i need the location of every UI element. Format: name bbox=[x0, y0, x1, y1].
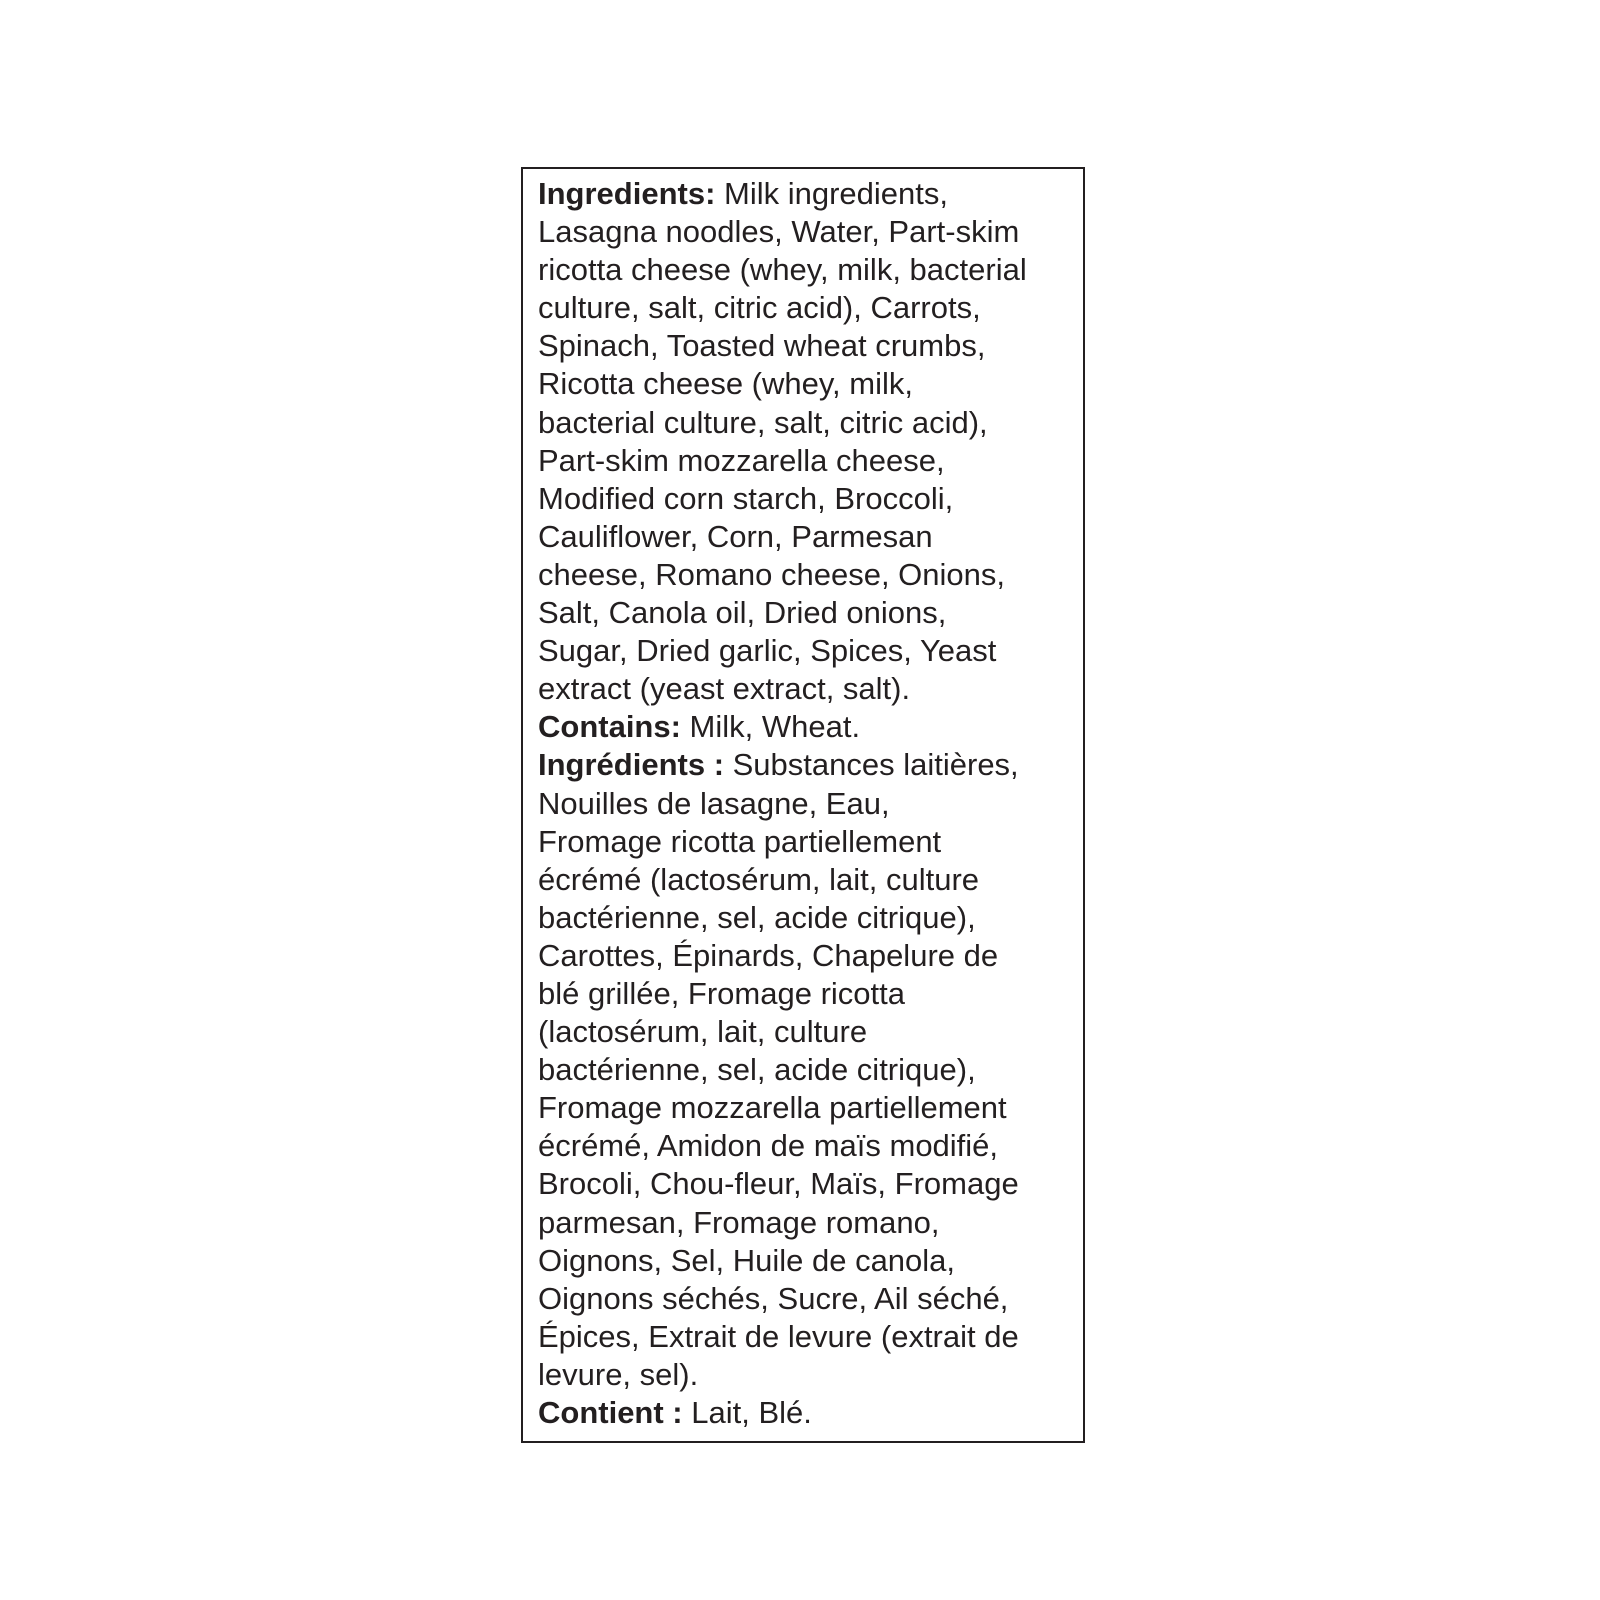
line-text: levure, sel). bbox=[538, 1356, 699, 1392]
line-text: culture, salt, citric acid), Carrots, bbox=[538, 290, 981, 326]
line-heading: Ingredients: bbox=[538, 176, 716, 211]
line-text: Salt, Canola oil, Dried onions, bbox=[538, 595, 947, 631]
line-text: Ricotta cheese (whey, milk, bbox=[538, 366, 913, 402]
line-text: bactérienne, sel, acide citrique), bbox=[538, 1052, 976, 1088]
line-text: Substances laitières, bbox=[724, 747, 1019, 783]
label-line bbox=[538, 975, 1027, 1013]
line-text: Lasagna noodles, Water, Part-skim bbox=[538, 214, 1020, 250]
label-line bbox=[538, 899, 1027, 937]
line-text: Sugar, Dried garlic, Spices, Yeast bbox=[538, 633, 997, 669]
line-heading: Contient : bbox=[538, 1395, 683, 1430]
label-line bbox=[538, 1089, 1027, 1127]
line-text: Fromage mozzarella partiellement bbox=[538, 1090, 1007, 1126]
label-line bbox=[538, 1013, 1027, 1051]
label-line bbox=[538, 785, 1027, 823]
line-text: bacterial culture, salt, citric acid), bbox=[538, 404, 988, 440]
label-line bbox=[538, 175, 1027, 213]
label-line bbox=[538, 670, 1027, 708]
line-text: écrémé (lactosérum, lait, culture bbox=[538, 861, 980, 897]
label-line bbox=[538, 708, 1027, 746]
line-text: Cauliflower, Corn, Parmesan bbox=[538, 518, 933, 554]
label-line bbox=[538, 1280, 1027, 1318]
label-line bbox=[538, 518, 1027, 556]
line-text: Fromage ricotta partiellement bbox=[538, 823, 942, 859]
line-text: blé grillée, Fromage ricotta bbox=[538, 975, 905, 1011]
label-line bbox=[538, 1318, 1027, 1356]
label-line bbox=[538, 1051, 1027, 1089]
line-heading: Contains: bbox=[538, 709, 681, 745]
line-text: Oignons, Sel, Huile de canola, bbox=[538, 1242, 956, 1278]
line-text: Nouilles de lasagne, Eau, bbox=[538, 785, 890, 821]
line-text: Épices, Extrait de levure (extrait de bbox=[538, 1318, 1019, 1354]
label-line bbox=[538, 1165, 1027, 1203]
label-line bbox=[538, 594, 1027, 632]
line-text: parmesan, Fromage romano, bbox=[538, 1204, 940, 1240]
label-line bbox=[538, 1242, 1027, 1280]
line-text: extract (yeast extract, salt). bbox=[538, 671, 911, 707]
label-line bbox=[538, 365, 1027, 403]
ingredients-label-box bbox=[521, 167, 1085, 1443]
label-line bbox=[538, 1394, 1027, 1432]
line-text: ricotta cheese (whey, milk, bacterial bbox=[538, 252, 1027, 288]
line-text: Lait, Blé. bbox=[682, 1395, 812, 1430]
line-text: (lactosérum, lait, culture bbox=[538, 1014, 868, 1050]
line-text: Brocoli, Chou-fleur, Maïs, Fromage bbox=[538, 1166, 1019, 1202]
line-text: Oignons séchés, Sucre, Ail séché, bbox=[538, 1280, 1009, 1316]
label-line bbox=[538, 861, 1027, 899]
line-text: Modified corn starch, Broccoli, bbox=[538, 480, 954, 516]
line-text: cheese, Romano cheese, Onions, bbox=[538, 556, 1005, 592]
label-line bbox=[538, 556, 1027, 594]
label-line bbox=[538, 632, 1027, 670]
label-line bbox=[538, 1127, 1027, 1165]
label-line bbox=[538, 823, 1027, 861]
label-line bbox=[538, 213, 1027, 251]
line-text: Milk, Wheat. bbox=[680, 709, 861, 745]
label-line bbox=[538, 327, 1027, 365]
label-line bbox=[538, 251, 1027, 289]
label-line bbox=[538, 937, 1027, 975]
line-heading: Ingrédients : bbox=[538, 747, 725, 783]
label-line bbox=[538, 746, 1027, 784]
label-line bbox=[538, 442, 1027, 480]
line-text: Part-skim mozzarella cheese, bbox=[538, 442, 945, 478]
label-line bbox=[538, 480, 1027, 518]
line-text: bactérienne, sel, acide citrique), bbox=[538, 899, 976, 935]
label-line bbox=[538, 289, 1027, 327]
line-text: Milk ingredients, bbox=[715, 176, 948, 211]
label-line bbox=[538, 404, 1027, 442]
label-line bbox=[538, 1356, 1027, 1394]
line-text: Carottes, Épinards, Chapelure de bbox=[538, 937, 999, 973]
line-text: écrémé, Amidon de maïs modifié, bbox=[538, 1128, 999, 1164]
line-text: Spinach, Toasted wheat crumbs, bbox=[538, 328, 986, 364]
label-line bbox=[538, 1204, 1027, 1242]
ingredients-text bbox=[538, 175, 1027, 1432]
